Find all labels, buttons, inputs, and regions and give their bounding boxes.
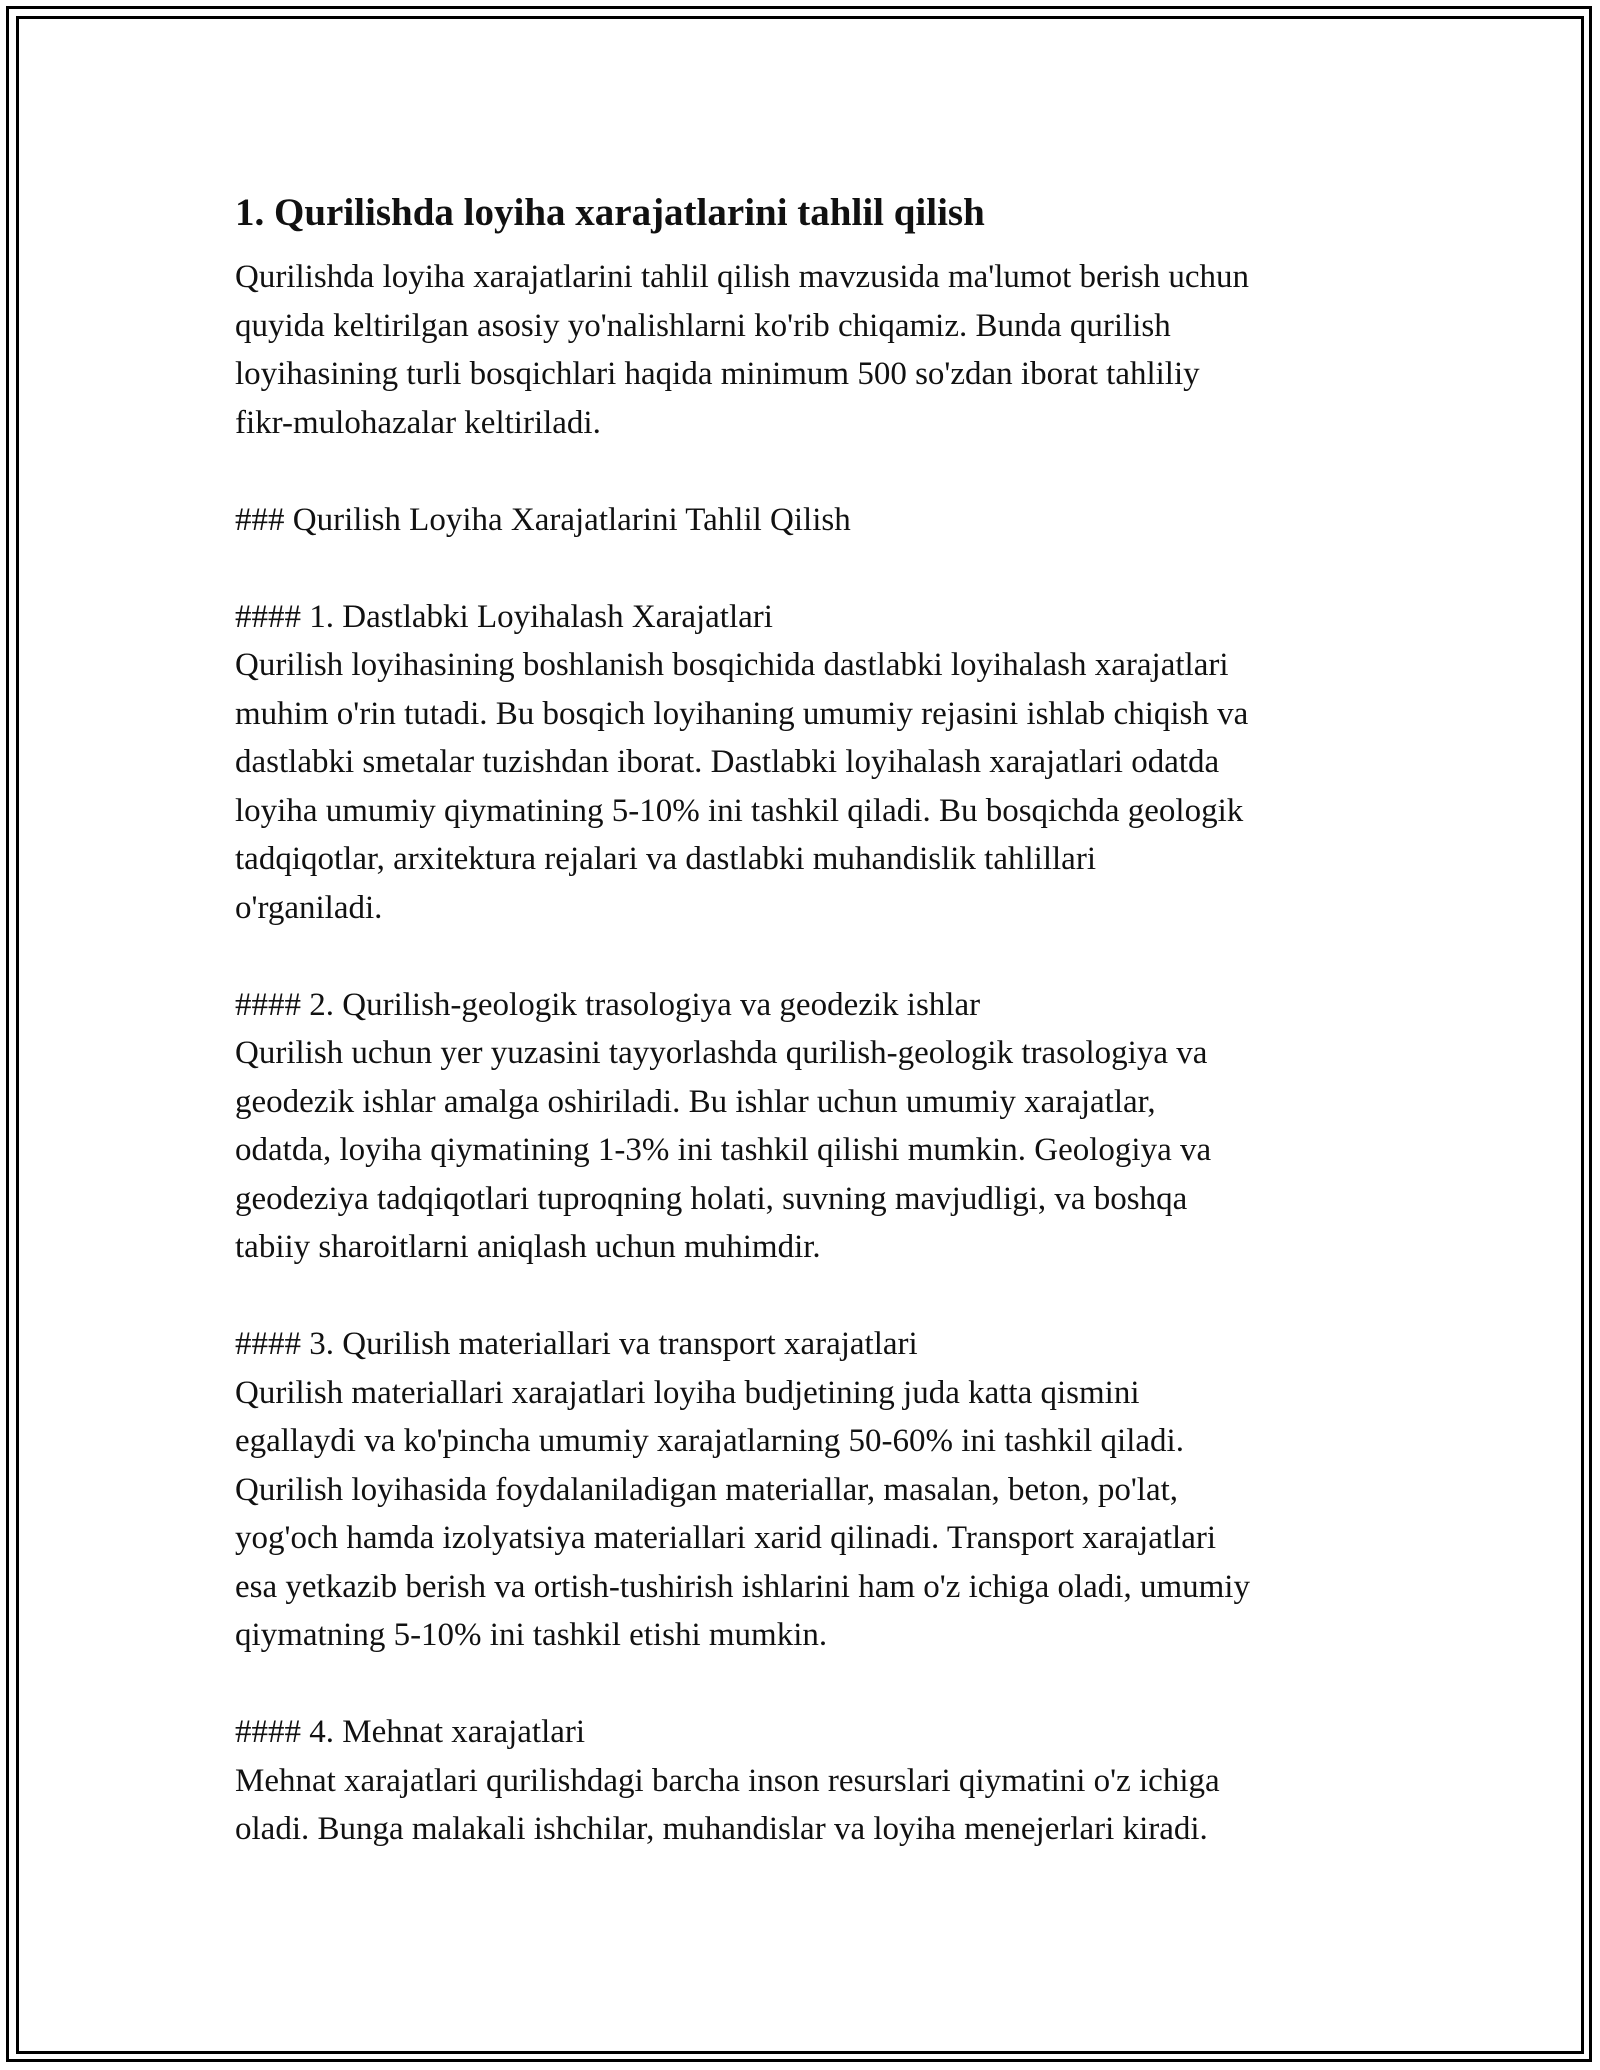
spacer [235,1272,1385,1321]
section-heading: #### 3. Qurilish materiallari va transport xarajatlari [235,1326,918,1362]
document-body [235,185,1385,1854]
section-paragraph: Qurilish loyihasining boshlanish bosqichida dastlabki loyihalash xarajatlari muhim o'rin tutadi. Bu bosqich loyihaning umumiy rejasini ishlab chiqish va dastlabki smetalar tuzishdan iborat. Dastlabki loyihalash xarajatlari odatda loyiha umumiy qiymatining 5-10% ini tashkil qiladi. Bu bosqichda geologik tadqiqotlar, arxitektura rejalari va dastlabki muhandislik tahlillari o'rganiladi. [235,647,1249,926]
section-heading: #### 2. Qurilish-geologik trasologiya va geodezik ishlar [235,986,981,1023]
section-3 [235,1320,1385,1660]
section-paragraph: Mehnat xarajatlari qurilishdagi barcha inson resurslari qiymatini o'z ichiga oladi. Bunga malakali ishchilar, muhandislar va loyiha menejerlari kiradi. [235,1762,1220,1847]
main-heading: ### Qurilish Loyiha Xarajatlarini Tahlil Qilish [235,501,851,538]
section-1 [235,593,1385,933]
section-2 [235,981,1385,1272]
intro-paragraph: Qurilishda loyiha xarajatlarini tahlil qilish mavzusida ma'lumot berish uchun quyida keltirilgan asosiy yo'nalishlarni ko'rib chiqamiz. Bunda qurilish loyihasining turli bosqichlari haqida minimum 500 so'zdan iborat tahliliy fikr-mulohazalar keltiriladi. [235,259,1250,441]
section-heading: #### 4. Mehnat xarajatlari [235,1714,586,1750]
spacer [235,932,1385,981]
spacer [235,544,1385,593]
spacer [235,1660,1385,1709]
section-4 [235,1708,1385,1854]
spacer [235,447,1385,496]
section-paragraph: Qurilish materiallari xarajatlari loyiha budjetining juda katta qismini egallaydi va ko'pincha umumiy xarajatlarning 50-60% ini tashkil qiladi. Qurilish loyihasida foydalaniladigan materiallar, masalan, beton, po'lat, yog'och hamda izolyatsiya materiallari xarid qilinadi. Transport xarajatlari esa yetkazib berish va ortish-tushirish ishlarini ham o'z ichiga oladi, umumiy qiymatning 5-10% ini tashkil etishi mumkin. [235,1374,1250,1653]
section-paragraph: Qurilish uchun yer yuzasini tayyorlashda qurilish-geologik trasologiya va geodezik ishlar amalga oshiriladi. Bu ishlar uchun umumiy xarajatlar, odatda, loyiha qiymatining 1-3% ini tashkil qilishi mumkin. Geologiya va geodeziya tadqiqotlari tuproqning holati, suvning mavjudligi, va boshqa tabiiy sharoitlarni aniqlash uchun muhimdir. [235,1035,1212,1265]
document-title: 1. Qurilishda loyiha xarajatlarini tahlil qilish [235,191,985,234]
section-heading: #### 1. Dastlabki Loyihalash Xarajatlari [235,598,773,635]
